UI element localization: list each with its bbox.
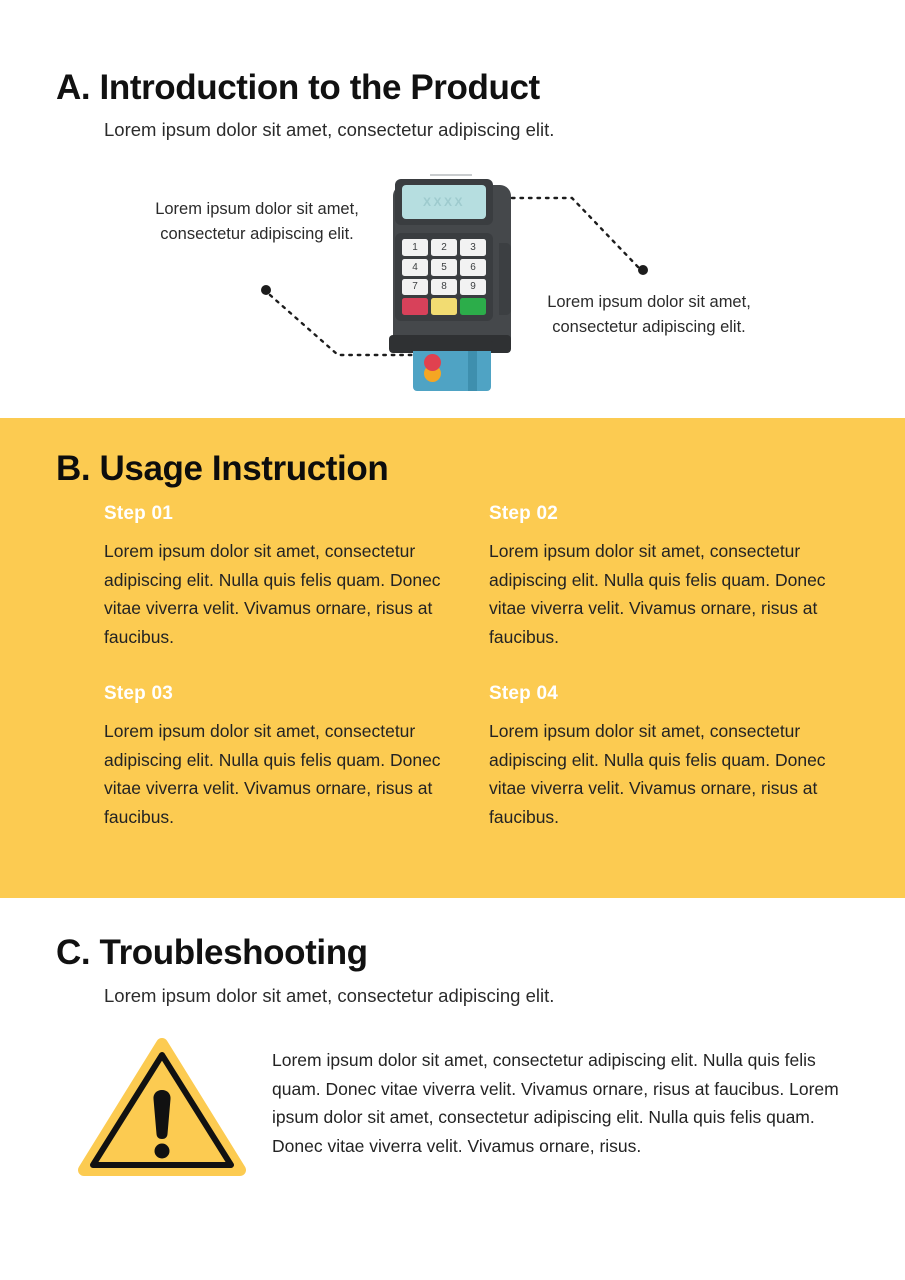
step-body: Lorem ipsum dolor sit amet, consectetur adipiscing elit. Nulla quis felis quam. Donec vitae viverra velit. Vivamus ornare, risus at faucibus. — [489, 541, 826, 647]
leader-dot-left — [261, 285, 271, 295]
step-item — [104, 503, 489, 651]
step-label: Step 03 — [104, 683, 173, 704]
steps-grid — [104, 503, 864, 831]
step-label: Step 01 — [104, 503, 173, 524]
payment-terminal-icon — [385, 169, 525, 399]
annotation-left: Lorem ipsum dolor sit amet, consectetur adipiscing elit. — [155, 200, 359, 243]
card-logo-circle-red — [424, 354, 441, 371]
keypad-key: 1 — [402, 239, 428, 256]
section-troubleshooting — [0, 898, 905, 1280]
step-label: Step 02 — [489, 503, 558, 524]
step-item — [489, 503, 864, 651]
page-title-section-b: B. Usage Instruction — [56, 449, 389, 488]
step-body: Lorem ipsum dolor sit amet, consectetur adipiscing elit. Nulla quis felis quam. Donec vitae viverra velit. Vivamus ornare, risus at faucibus. — [104, 541, 441, 647]
warning-triangle-svg — [78, 1038, 246, 1178]
step-item — [489, 683, 864, 831]
receipt-line — [430, 174, 472, 176]
step-item — [104, 683, 489, 831]
page-title-section-a: A. Introduction to the Product — [56, 68, 540, 107]
keypad-key: 9 — [460, 279, 486, 296]
terminal-screen — [402, 185, 486, 219]
product-illustration — [0, 155, 905, 400]
keypad-key: 5 — [431, 259, 457, 276]
keypad-key: 6 — [460, 259, 486, 276]
step-label: Step 04 — [489, 683, 558, 704]
step-body: Lorem ipsum dolor sit amet, consectetur adipiscing elit. Nulla quis felis quam. Donec vitae viverra velit. Vivamus ornare, risus at faucibus. — [104, 721, 441, 827]
terminal-screen-text: XXXX — [422, 195, 465, 209]
keypad-cancel-key — [402, 298, 428, 315]
warning-exclamation-dot — [155, 1144, 170, 1159]
step-body: Lorem ipsum dolor sit amet, consectetur adipiscing elit. Nulla quis felis quam. Donec vitae viverra velit. Vivamus ornare, risus at faucibus. — [489, 721, 826, 827]
annotation-right: Lorem ipsum dolor sit amet, consectetur adipiscing elit. — [547, 293, 751, 336]
troubleshooting-body: Lorem ipsum dolor sit amet, consectetur adipiscing elit. Nulla quis felis quam. Donec vitae viverra velit. Vivamus ornare, risus at faucibus. Lorem ipsum dolor sit amet, consectetur adipiscing elit. Nulla quis felis quam. Donec vitae viverra velit. Vivamus ornare, risus. — [272, 1050, 839, 1156]
keypad-clear-key — [431, 298, 457, 315]
keypad-key: 2 — [431, 239, 457, 256]
keypad-key: 4 — [402, 259, 428, 276]
warning-triangle-icon — [78, 1038, 246, 1178]
section-a-subtitle: Lorem ipsum dolor sit amet, consectetur adipiscing elit. — [104, 119, 555, 140]
keypad-key: 3 — [460, 239, 486, 256]
section-usage-instruction — [0, 418, 905, 898]
keypad-key: 7 — [402, 279, 428, 296]
keypad-enter-key — [460, 298, 486, 315]
terminal-side-grip — [499, 243, 511, 315]
keypad-key: 8 — [431, 279, 457, 296]
terminal-keypad — [402, 239, 486, 315]
section-c-subtitle: Lorem ipsum dolor sit amet, consectetur adipiscing elit. — [104, 985, 555, 1006]
card-stripe — [468, 345, 477, 391]
terminal-card-slot — [411, 341, 493, 351]
leader-dot-right — [638, 265, 648, 275]
credit-card-icon — [413, 345, 491, 391]
page-title-section-c: C. Troubleshooting — [56, 933, 368, 972]
leader-path-right — [512, 198, 638, 267]
section-introduction — [0, 0, 905, 418]
